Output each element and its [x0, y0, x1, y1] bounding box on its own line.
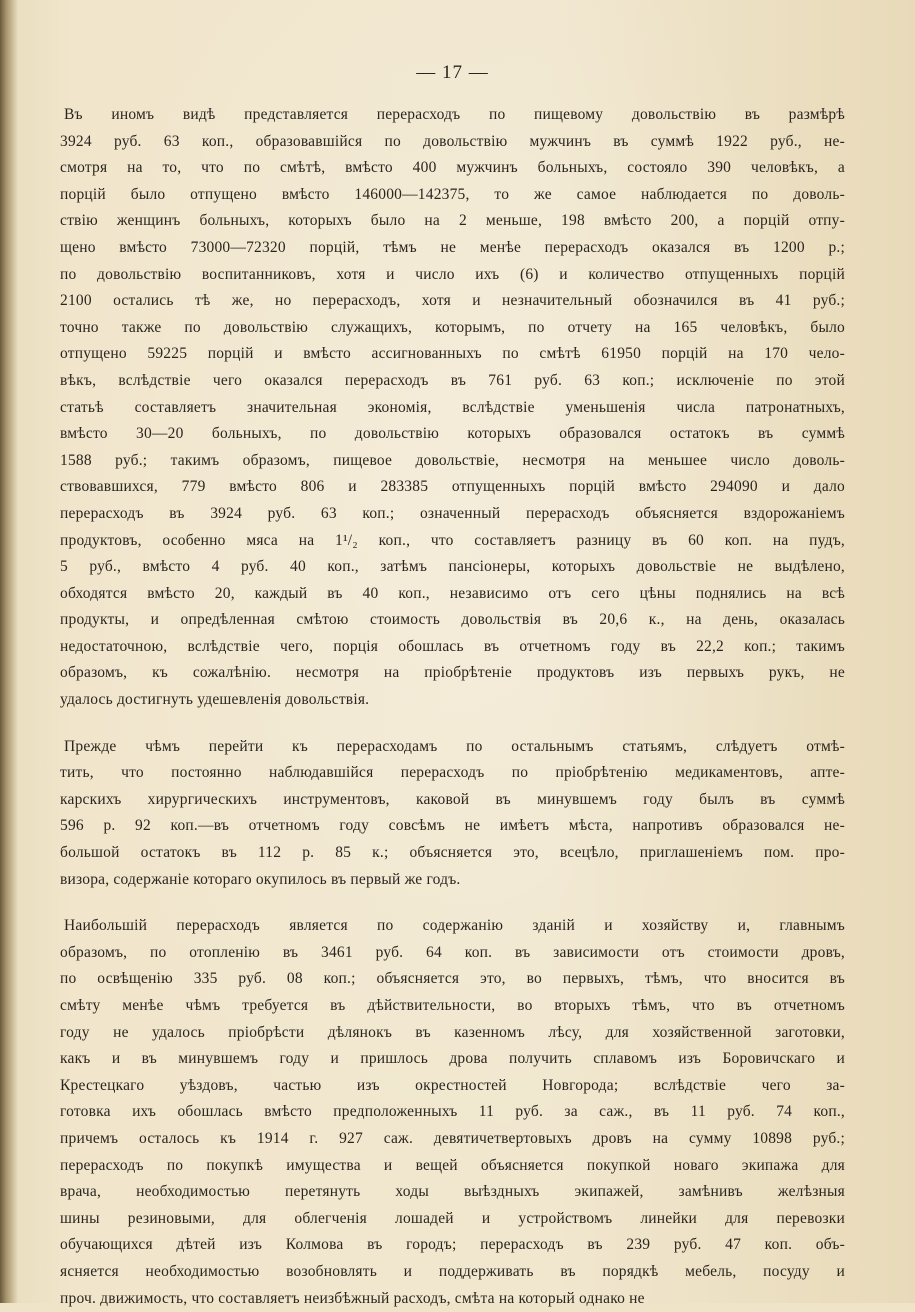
text-line: большой остатокъ въ 112 р. 85 к.; объясняется это, всецѣло, приглашеніемъ пом. про-	[60, 844, 845, 862]
text-line: продуктовъ, особенно мяса на 1¹/₂ коп., что составляетъ разницу въ 60 коп. на пудъ,	[60, 531, 845, 549]
text-line: готовка ихъ обошлась вмѣсто предположенныхъ 11 руб. за саж., въ 11 руб. 74 коп.,	[60, 1103, 845, 1121]
text-line: смѣту менѣе чѣмъ требуется въ дѣйствительности, во вторыхъ тѣмъ, что въ отчетномъ	[60, 997, 845, 1014]
text-line: удалось достигнуть удешевленія довольствія.	[60, 691, 370, 709]
text-line: проч. движимость, что составляетъ неизбѣжный расходъ, смѣта на который однако не	[60, 1289, 645, 1307]
text-line: перерасходъ по покупкѣ имущества и вещей объясняется покупкой новаго экипажа для	[60, 1156, 845, 1174]
text-line: году не удалось пріобрѣсти дѣлянокъ въ казенномъ лѣсу, для хозяйственной заготовки,	[60, 1023, 845, 1041]
text-line: 2100 остались тѣ же, но перерасходъ, хотя и незначительный обозначился въ 41 руб.;	[60, 292, 845, 310]
text-line: образомъ, по отопленію въ 3461 руб. 64 коп. въ зависимости отъ стоимости дровъ,	[60, 943, 845, 961]
text-line: врача, необходимостью перетянуть ходы выѣздныхъ экипажей, замѣнивъ желѣзныя	[60, 1183, 845, 1201]
text-line: смотря на то, что по смѣтѣ, вмѣсто 400 мужчинъ больныхъ, состояло 390 человѣкъ, а	[60, 159, 845, 177]
text-line: продукты, и опредѣленная смѣтою стоимость довольствія въ 20,6 к., на день, оказалась	[60, 611, 845, 629]
text-line: вѣкъ, вслѣдствіе чего оказался перерасходъ въ 761 руб. 63 коп.; исключеніе по этой	[60, 371, 845, 389]
text-line: 1588 руб.; такимъ образомъ, пищевое довольствіе, несмотря на меньшее число доволь-	[60, 451, 845, 469]
text-line: точно также по довольствію служащихъ, которымъ, по отчету на 165 человѣкъ, было	[60, 318, 845, 336]
text-line: статьѣ составляетъ значительная экономія, вслѣдствіе уменьшенія числа патронатныхъ,	[60, 398, 845, 416]
page-number: — 17 —	[416, 62, 489, 83]
text-line: обучающихся дѣтей изъ Колмова въ городъ; перерасходъ въ 239 руб. 47 коп. объ-	[60, 1236, 845, 1254]
text-line: вмѣсто 30—20 больныхъ, по довольствію которыхъ образовался остатокъ въ суммѣ	[60, 425, 845, 443]
text-line: по освѣщенію 335 руб. 08 коп.; объясняется это, во первыхъ, тѣмъ, что вносится въ	[60, 970, 845, 988]
text-line: перерасходъ въ 3924 руб. 63 коп.; означенный перерасходъ объясняется вздорожаніемъ	[60, 504, 845, 522]
text-line: причемъ осталось къ 1914 г. 927 саж. девятичетвертовыхъ дровъ на сумму 10898 руб.;	[60, 1129, 845, 1147]
text-line: Наибольшій перерасходъ является по содержанію зданій и хозяйству и, главнымъ	[64, 917, 845, 935]
text-line: отпущено 59225 порцій и вмѣсто ассигнованныхъ по смѣтѣ 61950 порцій на 170 чело-	[60, 345, 845, 363]
paragraph-gap	[60, 714, 845, 734]
text-line: визора, содержаніе котораго окупилось въ первый же годъ.	[60, 870, 461, 888]
text-line: порцій было отпущено вмѣсто 146000—142375, то же самое наблюдается по доволь-	[60, 185, 845, 203]
paragraph-2	[60, 734, 845, 894]
text-line: 596 р. 92 коп.—въ отчетномъ году совсѣмъ не имѣетъ мѣста, напротивъ образовался не-	[60, 817, 845, 835]
text-line: ствію женщинъ больныхъ, которыхъ было на 2 меньше, 198 вмѣсто 200, а порцій отпу-	[60, 212, 845, 230]
text-line: обходятся вмѣсто 20, каждый въ 40 коп., независимо отъ сего цѣны поднялись на всѣ	[60, 584, 845, 602]
paragraph-3	[60, 913, 845, 1312]
text-line: недостаточною, вслѣдствіе чего, порція обошлась въ отчетномъ году въ 22,2 коп.; такимъ	[60, 637, 845, 655]
paragraph-1	[60, 102, 845, 714]
text-line: по довольствію воспитанниковъ, хотя и число ихъ (6) и количество отпущенныхъ порцій	[60, 265, 845, 283]
text-line: какъ и въ минувшемъ году и пришлось дрова получить сплавомъ изъ Боровичскаго и	[60, 1050, 845, 1068]
text-line: ясняется необходимостью возобновлять и поддерживать въ порядкѣ мебель, посуду и	[60, 1262, 845, 1280]
text-line: 5 руб., вмѣсто 4 руб. 40 коп., затѣмъ пансіонеры, которыхъ довольствіе не выдѣлено,	[60, 558, 845, 576]
text-line: тить, что постоянно наблюдавшійся перерасходъ по пріобрѣтенію медикаментовъ, апте-	[60, 764, 845, 782]
text-line: Прежде чѣмъ перейти къ перерасходамъ по остальнымъ статьямъ, слѣдуетъ отмѣ-	[64, 737, 845, 755]
text-line: Крестецкаго уѣздовъ, частью изъ окрестностей Новгорода; вслѣдствіе чего за-	[60, 1076, 845, 1094]
page-binding-edge	[0, 0, 18, 1303]
text-line: Въ иномъ видѣ представляется перерасходъ по пищевому довольствію въ размѣрѣ	[64, 106, 845, 123]
paragraph-gap	[60, 893, 845, 913]
text-line: карскихъ хирургическихъ инструментовъ, каковой въ минувшемъ году былъ въ суммѣ	[60, 790, 845, 808]
text-line: образомъ, къ сожалѣнію. несмотря на пріобрѣтеніе продуктовъ изъ первыхъ рукъ, не	[60, 664, 845, 682]
text-line: щено вмѣсто 73000—72320 порцій, тѣмъ не менѣе перерасходъ оказался въ 1200 р.;	[60, 238, 845, 256]
text-line: 3924 руб. 63 коп., образовавшійся по довольствію мужчинъ въ суммѣ 1922 руб., не-	[60, 132, 845, 150]
text-line: ствовавшихся, 779 вмѣсто 806 и 283385 отпущенныхъ порцій вмѣсто 294090 и дало	[60, 478, 845, 496]
text-line: шины резиновыми, для облегченія лошадей и устройствомъ линейки для перевозки	[60, 1209, 845, 1227]
